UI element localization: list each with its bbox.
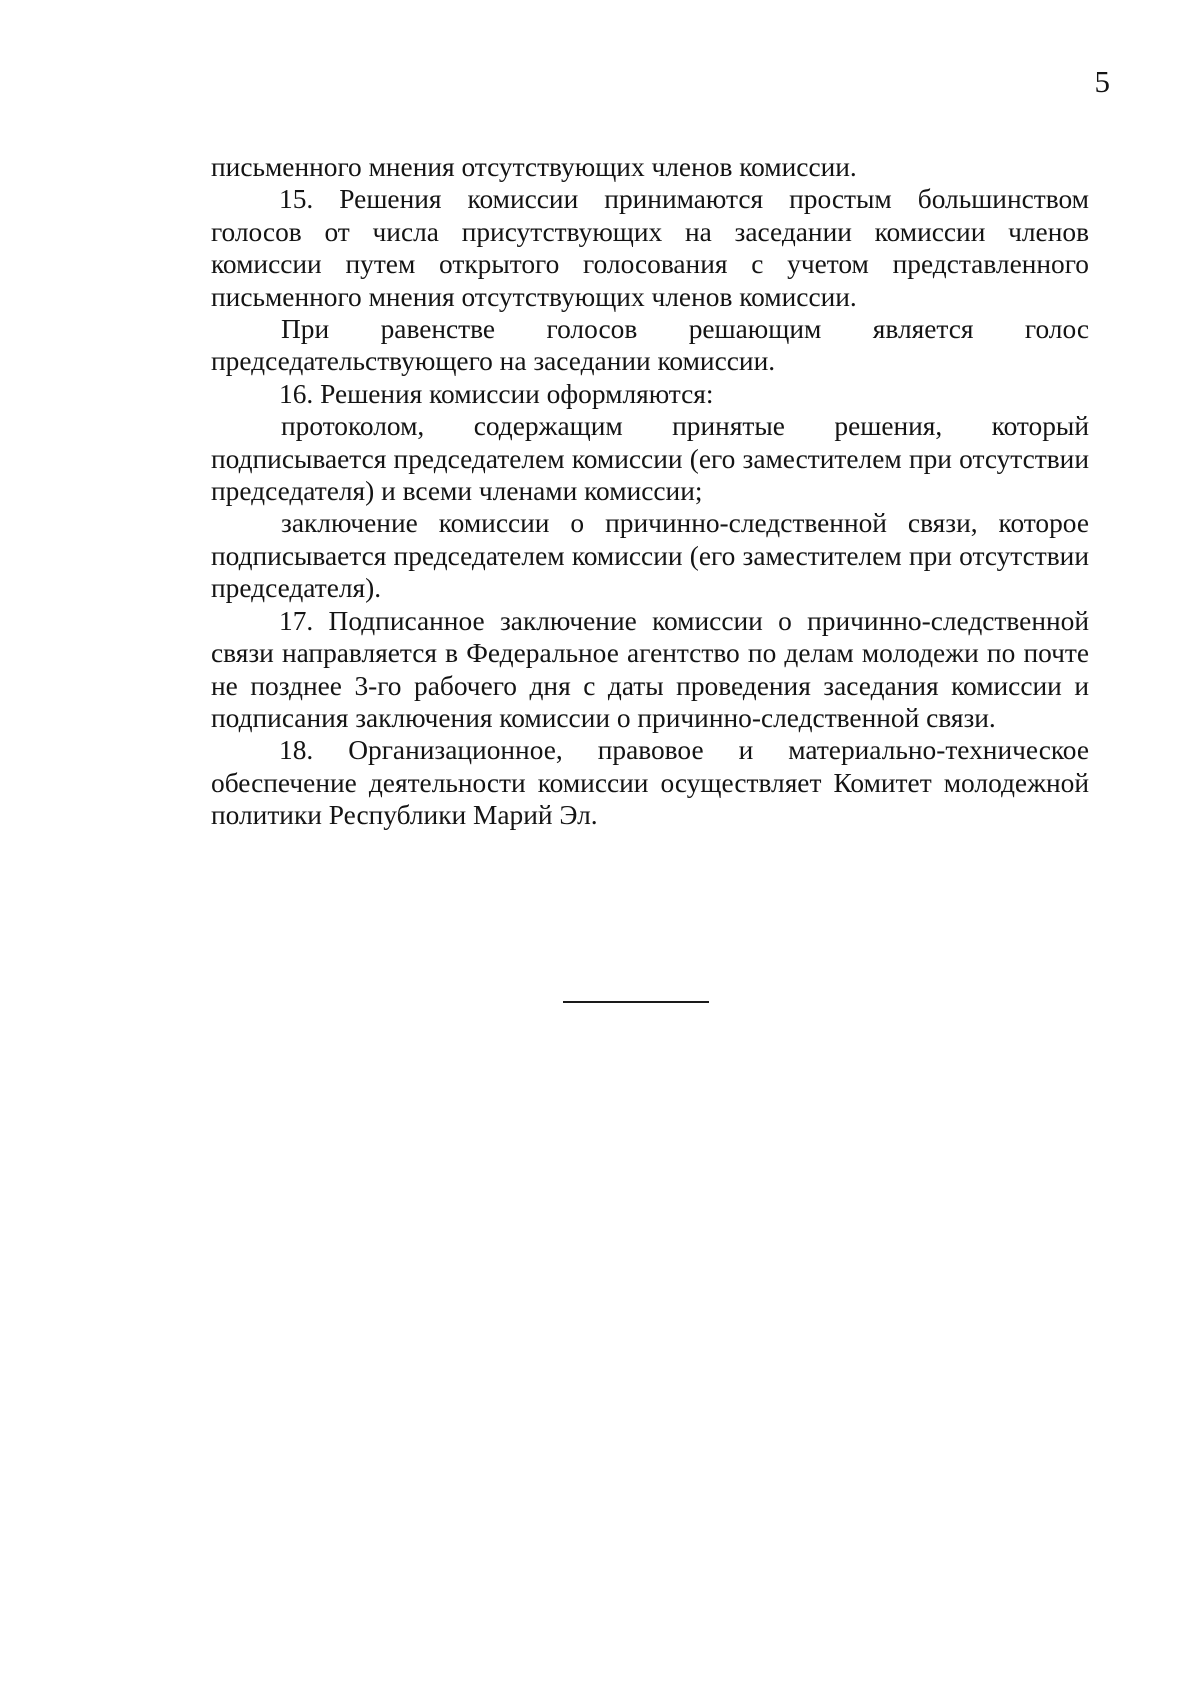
paragraph-item-15: 15. Решения комиссии принимаются простым большинством голосов от числа присутствующих на заседании комиссии членов комиссии путем открытого голосования с учетом представленного письменного мнения отсутствующих членов комиссии. [211,184,1089,312]
paragraph-item-18: 18. Организационное, правовое и материально-техническое обеспечение деятельности комиссии осуществляет Комитет молодежной политики Республики Марий Эл. [211,735,1089,831]
document-body [211,151,1089,832]
paragraph-continuation: письменного мнения отсутствующих членов комиссии. [211,152,857,182]
paragraph-item-17: 17. Подписанное заключение комиссии о причинно-следственной связи направляется в Федеральное агентство по делам молодежи по почте не позднее 3-го рабочего дня с даты проведения заседания комиссии и подписания заключения комиссии о причинно-следственной связи. [211,605,1089,733]
end-of-document-rule [563,1001,709,1003]
paragraph-tie-vote: При равенстве голосов решающим является голос председательствующего на заседании комиссии. [211,314,1089,377]
page-number: 5 [1094,64,1110,99]
paragraph-protocol: протоколом, содержащим принятые решения, который подписывается председателем комиссии (его заместителем при отсутствии председателя) и всеми членами комиссии; [211,411,1089,507]
paragraph-conclusion: заключение комиссии о причинно-следственной связи, которое подписывается председателем комиссии (его заместителем при отсутствии председателя). [211,508,1089,604]
paragraph-item-16: 16. Решения комиссии оформляются: [279,378,714,409]
